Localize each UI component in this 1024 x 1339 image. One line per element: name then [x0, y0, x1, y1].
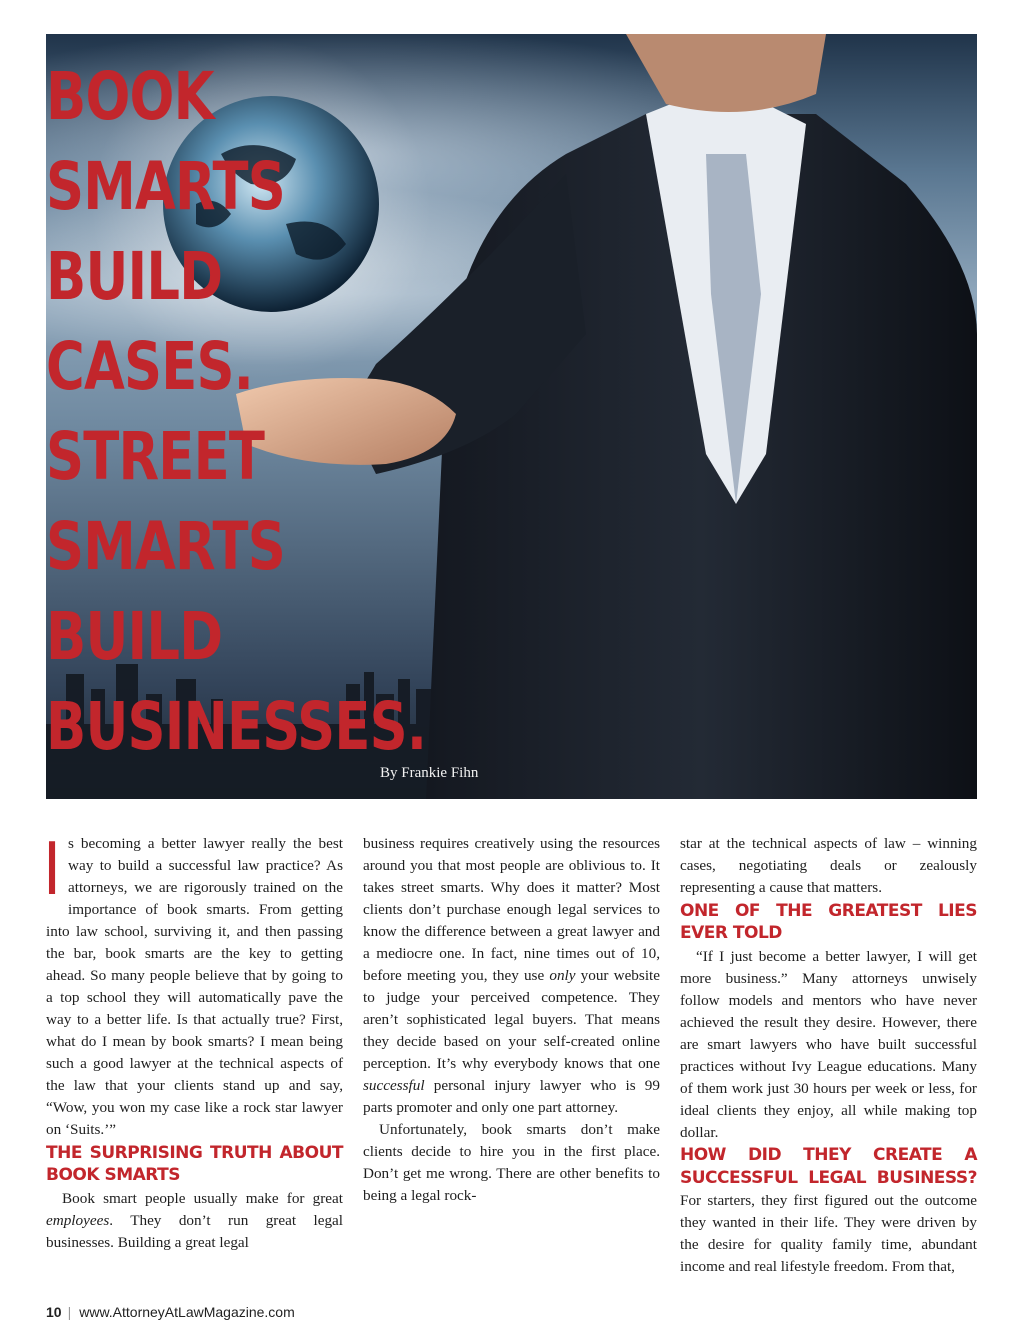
headline-line: CASES. [46, 328, 253, 405]
headline-line: BUILD [46, 598, 223, 675]
article-column-3 [680, 833, 977, 1278]
headline-line: BOOK [46, 58, 214, 135]
byline: By Frankie Fihn [380, 765, 479, 781]
body-paragraph: HOW DID THEY CREATE A SUCCESSFUL LEGAL BUSINESS? For starters, they first figured out the outcome they wanted in their life. They were driven by the desire for quality family time, abundant income and real lifestyle freedom. From that, [680, 1145, 977, 1275]
headline-line: SMARTS [46, 148, 285, 225]
drop-cap: I [46, 827, 59, 911]
body-paragraph: “If I just become a better lawyer, I will get more business.” Many attorneys unwisely follow models and mentors who have never achieved the result they desire. However, there are smart lawyers who have built successful practices without Ivy League educations. Many of them work just 30 hours per week or less, for ideal clients they enjoy, all while making top dollar. [680, 948, 977, 1141]
section-subhead: THE SURPRISING TRUTH ABOUT BOOK SMARTS [46, 1143, 343, 1185]
hero-image [46, 34, 977, 799]
section-subhead: ONE OF THE GREATEST LIES EVER TOLD [680, 901, 977, 943]
page-footer [46, 1304, 295, 1320]
website-link[interactable]: www.AttorneyAtLawMagazine.com [79, 1304, 295, 1320]
body-paragraph: business requires creatively using the resources around you that most people are oblivious to. It takes street smarts. Why does it matter? Most clients don’t purchase enough legal services to know the difference between a great lawyer and a mediocre one. In fact, nine times out of 10, before meeting you, they use only your website to judge your perceived competence. They aren’t sophisticated legal buyers. That means they decide based on your self-created online perception. It’s why everybody knows that one successful personal injury lawyer who is 99 parts promoter and only one part attorney. [363, 835, 660, 1116]
headline-line: SMARTS [46, 508, 285, 585]
footer-divider: | [67, 1304, 72, 1320]
section-subhead: HOW DID THEY CREATE A SUCCESSFUL LEGAL BUSINESS? [680, 1145, 977, 1188]
body-paragraph: Unfortunately, book smarts don’t make clients decide to hire you in the first place. Don’t get me wrong. There are other benefits to being a legal rock- [363, 1121, 660, 1204]
headline-line: BUILD [46, 238, 223, 315]
article-column-1 [46, 827, 343, 1254]
headline-line: STREET [46, 418, 265, 495]
body-paragraph: s becoming a better lawyer really the best way to build a successful law practice? As attorneys, we are rigorously trained on the importance of book smarts. From getting into law school, surviving it, and then passing the bar, book smarts are the key to getting ahead. So many people believe that by going to a top school they will automatically pave the way to a better life. Is that actually true? First, what do I mean by book smarts? I mean being such a good lawyer at the technical aspects of the law that your clients stand up and say, “Wow, you won my case like a rock star lawyer on ‘Suits.’” [46, 835, 343, 1138]
body-paragraph: Book smart people usually make for great employees. They don’t run great legal businesses. Building a great legal [46, 1190, 343, 1251]
headline-line: BUSINESSES. [46, 688, 427, 765]
headline [46, 52, 426, 772]
body-paragraph: star at the technical aspects of law – winning cases, negotiating deals or zealously representing a cause that matters. [680, 835, 977, 896]
article-column-2 [363, 833, 660, 1207]
page-number: 10 [46, 1304, 62, 1320]
